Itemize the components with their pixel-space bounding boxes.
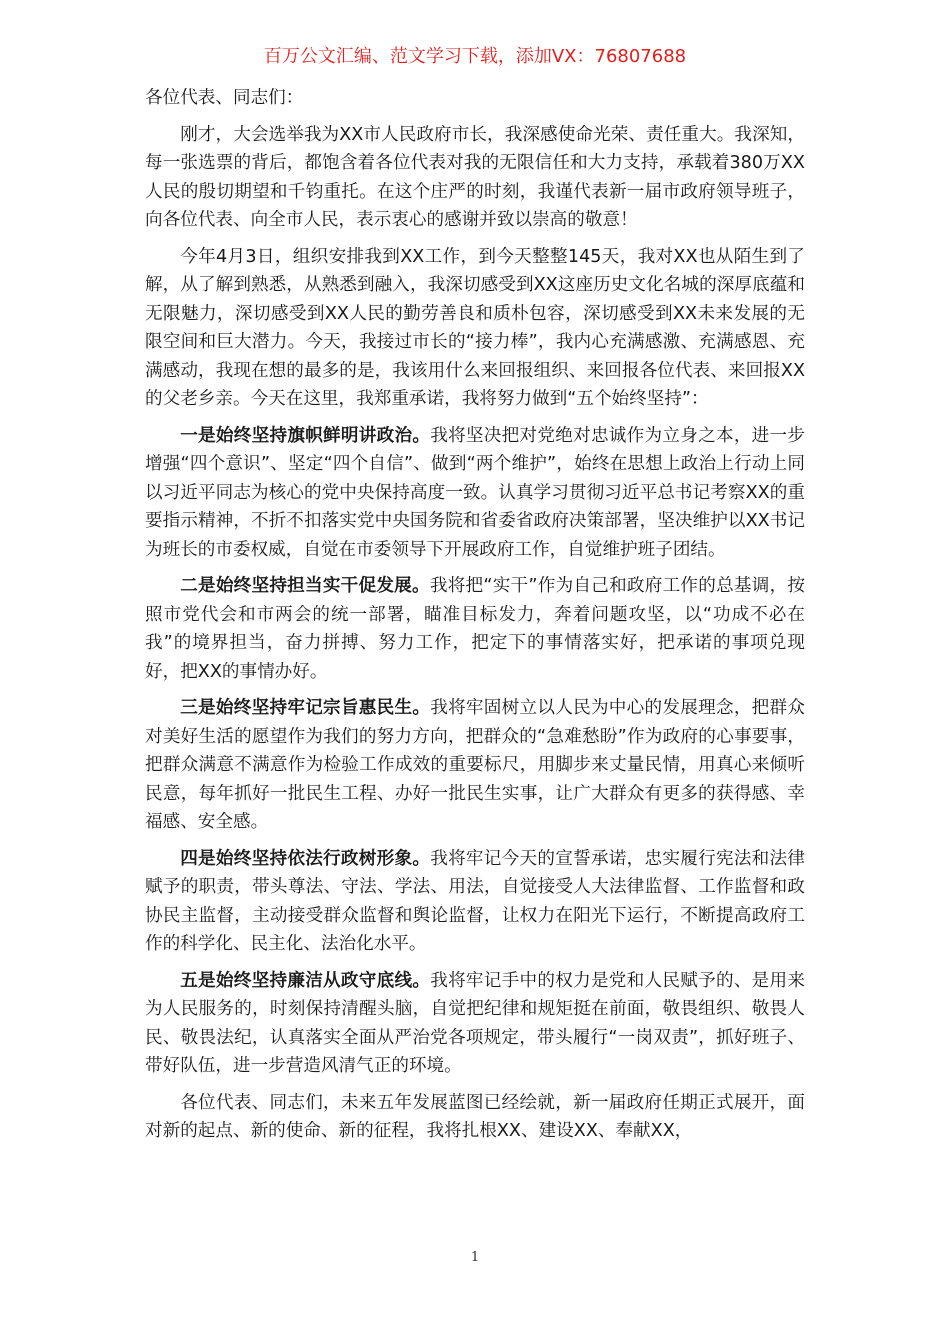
commitment-4-heading: 四是始终坚持依法行政树形象。 [180,848,431,869]
commitment-2-text: 我将把“实干”作为自己和政府工作的总基调，按照市党代会和市两会的统一部署，瞄准目标发力，奔着问题攻坚，以“功成不必在我”的境界担当，奋力拼搏、努力工作，把定下的事情落实好，把承诺的事项兑现好，把XX的事情办好。 [145,576,805,682]
commitment-4-text: 我将牢记今天的宣誓承诺，忠实履行宪法和法律赋予的职责，带头尊法、守法、学法、用法，自觉接受人大法律监督、工作监督和政协民主监督，主动接受群众监督和舆论监督，让权力在阳光下运行，不断提高政府工作的科学化、民主化、法治化水平。 [145,848,805,954]
paragraph-8: 各位代表、同志们，未来五年发展蓝图已经绘就，新一届政府任期正式展开，面对新的起点、新的使命、新的征程，我将扎根XX、建设XX、奉献XX， [145,1092,805,1141]
paragraph-3 [145,422,805,565]
speech-document [145,84,805,1154]
paragraph-1: 刚才，大会选举我为XX市人民政府市长，我深感使命光荣、责任重大。我深知，每一张选票的背后，都饱含着各位代表对我的无限信任和大力支持，承载着380万XX人民的殷切期望和千钧重托。在这个庄严的时刻，我谨代表新一届市政府领导班子，向各位代表、向全市人民，表示衷心的感谢并致以崇高的敬意！ [145,124,805,230]
commitment-5-text: 我将牢记手中的权力是党和人民赋予的、是用来为人民服务的，时刻保持清醒头脑，自觉把纪律和规矩挺在前面，敬畏组织、敬畏人民、敬畏法纪，认真落实全面从严治党各项规定，带头履行“一岗双责”，抓好班子、带好队伍，进一步营造风清气正的环境。 [145,970,805,1076]
download-banner: 百万公文汇编、范文学习下载，添加VX：76807688 [263,46,687,67]
commitment-5-heading: 五是始终坚持廉洁从政守底线。 [180,970,431,991]
paragraph-6 [145,845,805,959]
page-number: 1 [470,1250,480,1265]
commitment-1-text: 我将坚决把对党绝对忠诚作为立身之本，进一步增强“四个意识”、坚定“四个自信”、做到“两个维护”，始终在思想上政治上行动上同以习近平同志为核心的党中央保持高度一致。认真学习贯彻习近平总书记考察XX的重要指示精神，不折不扣落实党中央国务院和省委省政府决策部署，坚决维护以XX书记为班长的市委权威，自觉在市委领导下开展政府工作，自觉维护班子团结。 [145,425,805,560]
commitment-3-text: 我将牢固树立以人民为中心的发展理念，把群众对美好生活的愿望作为我们的努力方向，把群众的“急难愁盼”作为政府的心事要事，把群众满意不满意作为检验工作成效的重要标尺，用脚步来丈量民情，用真心来倾听民意，每年抓好一批民生工程、办好一批民生实事，让广大群众有更多的获得感、幸福感、安全感。 [145,698,805,832]
salutation: 各位代表、同志们： [145,88,304,108]
commitment-2-heading: 二是始终坚持担当实干促发展。 [180,576,430,596]
paragraph-7 [145,967,805,1081]
commitment-3-heading: 三是始终坚持牢记宗旨惠民生。 [180,698,431,718]
paragraph-4 [145,572,805,686]
paragraph-2: 今年4月3日，组织安排我到XX工作，到今天整整145天，我对XX也从陌生到了解，从了解到熟悉，从熟悉到融入，我深切感受到XX这座历史文化名城的深厚底蕴和无限魅力，深切感受到XX人民的勤劳善良和质朴包容，深切感受到XX未来发展的无限空间和巨大潜力。今天，我接过市长的“接力棒”，我内心充满感激、充满感恩、充满感动，我现在想的最多的是，我该用什么来回报组织、来回报各位代表、来回报XX的父老乡亲。今天在这里，我郑重承诺，我将努力做到“五个始终坚持”： [145,246,805,409]
paragraph-5 [145,694,805,837]
commitment-1-heading: 一是始终坚持旗帜鲜明讲政治。 [180,425,431,446]
